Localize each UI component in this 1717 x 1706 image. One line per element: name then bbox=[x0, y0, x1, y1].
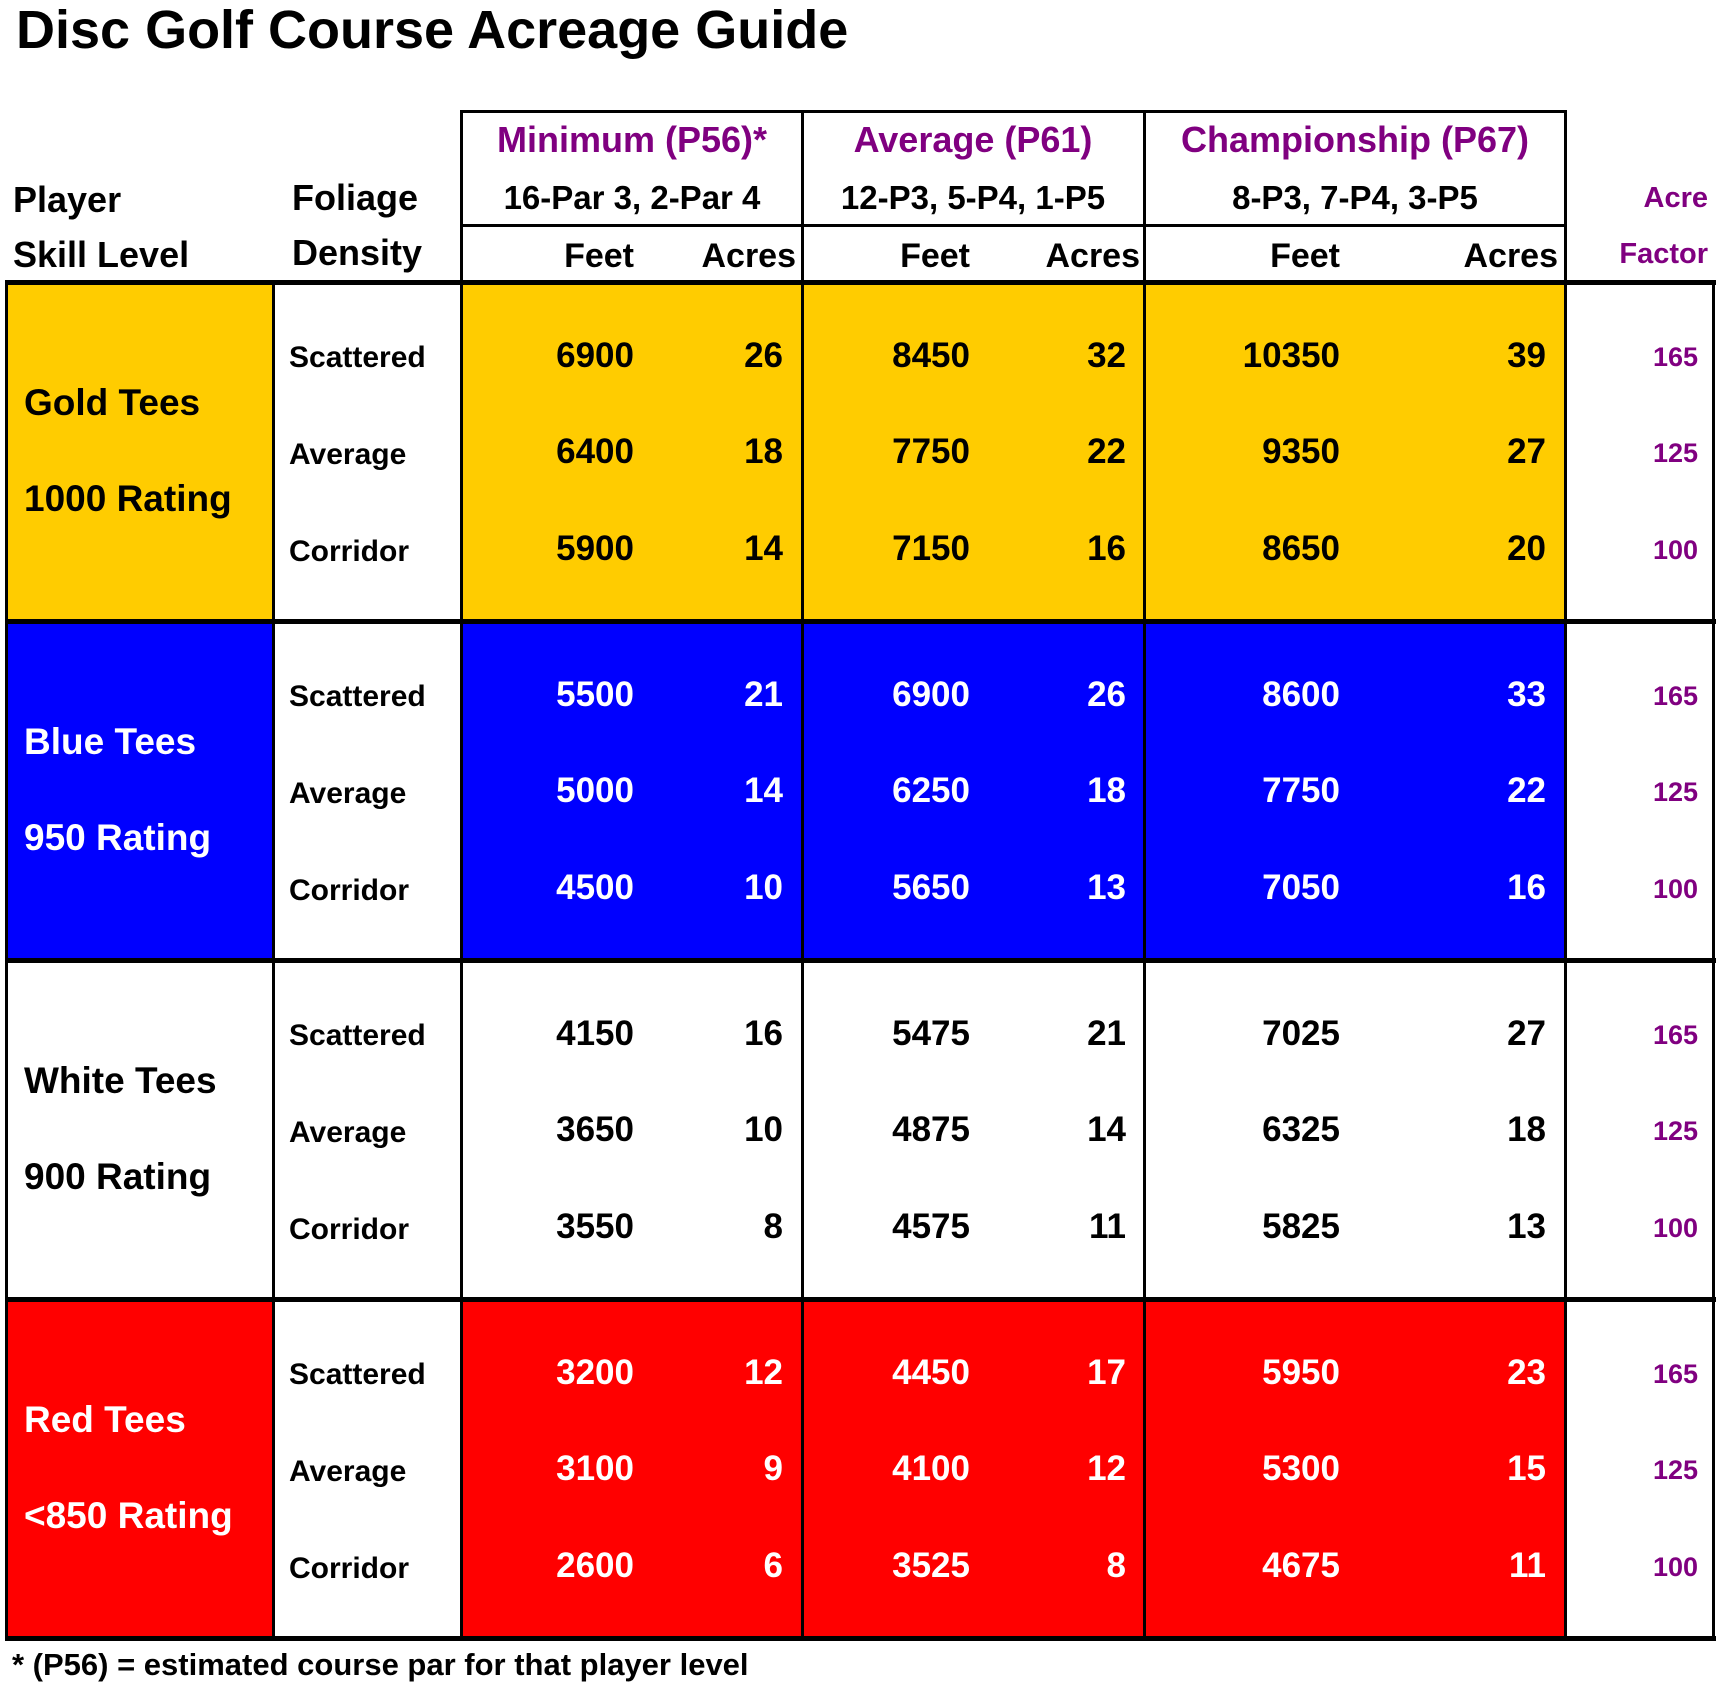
row-separator bbox=[5, 958, 1716, 963]
foliage-label: Corridor bbox=[289, 535, 409, 568]
feet-header-avg: Feet bbox=[900, 237, 970, 275]
foliage-label: Scattered bbox=[289, 1019, 426, 1052]
player-header-line2: Skill Level bbox=[13, 234, 190, 275]
acres-value: 14 bbox=[744, 529, 783, 568]
header-divider bbox=[460, 110, 463, 284]
feet-value: 5825 bbox=[1262, 1207, 1340, 1246]
acres-value: 18 bbox=[1087, 771, 1126, 810]
tier-name: Gold Tees bbox=[24, 382, 201, 423]
header-divider bbox=[1564, 110, 1567, 284]
foliage-label: Average bbox=[289, 1116, 407, 1149]
acre-factor-value: 165 bbox=[1652, 681, 1698, 711]
page-title: Disc Golf Course Acreage Guide bbox=[16, 0, 849, 60]
acres-value: 26 bbox=[1087, 675, 1126, 714]
acres-header-min: Acres bbox=[701, 237, 796, 275]
acres-value: 12 bbox=[744, 1353, 783, 1392]
acres-value: 23 bbox=[1507, 1353, 1546, 1392]
tier-red-label-fill bbox=[7, 1301, 273, 1637]
acres-value: 16 bbox=[744, 1014, 783, 1053]
acres-value: 17 bbox=[1087, 1353, 1126, 1392]
row-separator bbox=[5, 1297, 1716, 1302]
group-minimum-title: Minimum (P56)* bbox=[496, 119, 768, 160]
acre-factor-value: 165 bbox=[1652, 342, 1698, 372]
acre-factor-value: 125 bbox=[1652, 1116, 1698, 1146]
feet-value: 6900 bbox=[892, 675, 970, 714]
feet-value: 6325 bbox=[1262, 1110, 1340, 1149]
acres-value: 10 bbox=[744, 868, 783, 907]
acres-value: 18 bbox=[744, 432, 783, 471]
feet-value: 4100 bbox=[892, 1449, 970, 1488]
feet-value: 6400 bbox=[556, 432, 634, 471]
feet-value: 6900 bbox=[556, 336, 634, 375]
feet-value: 5000 bbox=[556, 771, 634, 810]
acres-value: 16 bbox=[1507, 868, 1546, 907]
column-separator bbox=[1712, 280, 1715, 1641]
feet-value: 3525 bbox=[892, 1546, 970, 1585]
foliage-label: Average bbox=[289, 1455, 407, 1488]
column-separator bbox=[272, 280, 275, 1641]
feet-value: 4675 bbox=[1262, 1546, 1340, 1585]
group-championship-sub: 8-P3, 7-P4, 3-P5 bbox=[1232, 179, 1478, 216]
acres-header-avg: Acres bbox=[1045, 237, 1140, 275]
feet-value: 7750 bbox=[892, 432, 970, 471]
tier-name: Red Tees bbox=[24, 1399, 186, 1440]
tier-rating: 900 Rating bbox=[24, 1156, 212, 1197]
column-separator bbox=[1564, 280, 1567, 1641]
acres-value: 8 bbox=[763, 1207, 783, 1246]
feet-value: 3650 bbox=[556, 1110, 634, 1149]
group-championship-title: Championship (P67) bbox=[1180, 119, 1530, 160]
foliage-label: Average bbox=[289, 777, 407, 810]
feet-value: 6250 bbox=[892, 771, 970, 810]
row-separator bbox=[5, 1636, 1716, 1641]
group-average-title: Average (P61) bbox=[853, 119, 1093, 160]
acres-value: 27 bbox=[1507, 432, 1546, 471]
feet-value: 7025 bbox=[1262, 1014, 1340, 1053]
tier-name: Blue Tees bbox=[24, 721, 197, 762]
acre-factor-value: 100 bbox=[1652, 874, 1698, 904]
foliage-label: Scattered bbox=[289, 680, 426, 713]
feet-value: 3200 bbox=[556, 1353, 634, 1392]
player-header-line1: Player bbox=[13, 179, 122, 220]
feet-value: 5500 bbox=[556, 675, 634, 714]
feet-value: 5650 bbox=[892, 868, 970, 907]
foliage-header-line2: Density bbox=[292, 232, 423, 273]
acres-value: 13 bbox=[1087, 868, 1126, 907]
feet-value: 10350 bbox=[1242, 336, 1340, 375]
feet-value: 3550 bbox=[556, 1207, 634, 1246]
acres-value: 8 bbox=[1106, 1546, 1126, 1585]
acres-value: 15 bbox=[1507, 1449, 1546, 1488]
column-separator bbox=[801, 280, 804, 1641]
foliage-label: Scattered bbox=[289, 341, 426, 374]
feet-value: 4150 bbox=[556, 1014, 634, 1053]
foliage-label: Average bbox=[289, 438, 407, 471]
acres-value: 6 bbox=[763, 1546, 783, 1585]
header-divider bbox=[801, 110, 804, 284]
feet-value: 8600 bbox=[1262, 675, 1340, 714]
tier-gold-label-fill bbox=[7, 284, 273, 620]
acres-value: 11 bbox=[1509, 1546, 1546, 1585]
acres-value: 20 bbox=[1507, 529, 1546, 568]
foliage-label: Scattered bbox=[289, 1358, 426, 1391]
acre-factor-header-line1: Acre bbox=[1643, 182, 1708, 214]
feet-value: 8450 bbox=[892, 336, 970, 375]
tier-rating: <850 Rating bbox=[24, 1495, 233, 1536]
column-separator bbox=[5, 280, 8, 1641]
acre-factor-value: 165 bbox=[1652, 1359, 1698, 1389]
feet-value: 5300 bbox=[1262, 1449, 1340, 1488]
feet-value: 5950 bbox=[1262, 1353, 1340, 1392]
feet-header-champ: Feet bbox=[1270, 237, 1340, 275]
acres-value: 39 bbox=[1507, 336, 1546, 375]
foliage-label: Corridor bbox=[289, 1213, 409, 1246]
acre-factor-header-line2: Factor bbox=[1619, 238, 1708, 270]
foliage-label: Corridor bbox=[289, 874, 409, 907]
acres-value: 27 bbox=[1507, 1014, 1546, 1053]
feet-value: 3100 bbox=[556, 1449, 634, 1488]
acres-value: 11 bbox=[1089, 1207, 1126, 1246]
group-minimum-sub: 16-Par 3, 2-Par 4 bbox=[503, 179, 761, 216]
acres-value: 10 bbox=[744, 1110, 783, 1149]
feet-header-min: Feet bbox=[564, 237, 634, 275]
feet-value: 5475 bbox=[892, 1014, 970, 1053]
acres-value: 14 bbox=[1087, 1110, 1126, 1149]
acres-value: 18 bbox=[1507, 1110, 1546, 1149]
foliage-header-line1: Foliage bbox=[292, 177, 419, 218]
tier-rating: 1000 Rating bbox=[24, 478, 232, 519]
feet-value: 5900 bbox=[556, 529, 634, 568]
acres-value: 13 bbox=[1507, 1207, 1546, 1246]
header-divider bbox=[1143, 110, 1146, 284]
tier-blue-label-fill bbox=[7, 623, 273, 959]
tier-white-label-fill bbox=[7, 962, 273, 1298]
tier-name: White Tees bbox=[24, 1060, 217, 1101]
feet-value: 7150 bbox=[892, 529, 970, 568]
header-top-border bbox=[460, 110, 1566, 113]
acres-value: 21 bbox=[1087, 1014, 1126, 1053]
feet-value: 8650 bbox=[1262, 529, 1340, 568]
acre-factor-value: 125 bbox=[1652, 1455, 1698, 1485]
feet-value: 7750 bbox=[1262, 771, 1340, 810]
acres-value: 16 bbox=[1087, 529, 1126, 568]
feet-value: 4875 bbox=[892, 1110, 970, 1149]
acres-value: 14 bbox=[744, 771, 783, 810]
acre-factor-value: 125 bbox=[1652, 438, 1698, 468]
acres-header-champ: Acres bbox=[1463, 237, 1558, 275]
acres-value: 33 bbox=[1507, 675, 1546, 714]
acres-value: 22 bbox=[1507, 771, 1546, 810]
footnote: * (P56) = estimated course par for that player level bbox=[12, 1647, 749, 1682]
row-separator bbox=[5, 280, 1716, 285]
acre-factor-value: 165 bbox=[1652, 1020, 1698, 1050]
acre-factor-value: 100 bbox=[1652, 1213, 1698, 1243]
tier-rating: 950 Rating bbox=[24, 817, 212, 858]
acre-factor-value: 100 bbox=[1652, 1552, 1698, 1582]
row-separator bbox=[5, 619, 1716, 624]
feet-value: 4575 bbox=[892, 1207, 970, 1246]
column-separator bbox=[460, 280, 463, 1641]
acres-value: 12 bbox=[1087, 1449, 1126, 1488]
foliage-label: Corridor bbox=[289, 1552, 409, 1585]
feet-value: 9350 bbox=[1262, 432, 1340, 471]
feet-value: 4450 bbox=[892, 1353, 970, 1392]
acres-value: 22 bbox=[1087, 432, 1126, 471]
acre-factor-value: 125 bbox=[1652, 777, 1698, 807]
feet-value: 4500 bbox=[556, 868, 634, 907]
header-mid-border bbox=[460, 224, 1566, 227]
acres-value: 9 bbox=[763, 1449, 783, 1488]
acres-value: 32 bbox=[1087, 336, 1126, 375]
feet-value: 7050 bbox=[1262, 868, 1340, 907]
group-average-sub: 12-P3, 5-P4, 1-P5 bbox=[840, 179, 1106, 216]
column-separator bbox=[1143, 280, 1146, 1641]
acres-value: 21 bbox=[744, 675, 783, 714]
acres-value: 26 bbox=[744, 336, 783, 375]
acre-factor-value: 100 bbox=[1652, 535, 1698, 565]
feet-value: 2600 bbox=[556, 1546, 634, 1585]
